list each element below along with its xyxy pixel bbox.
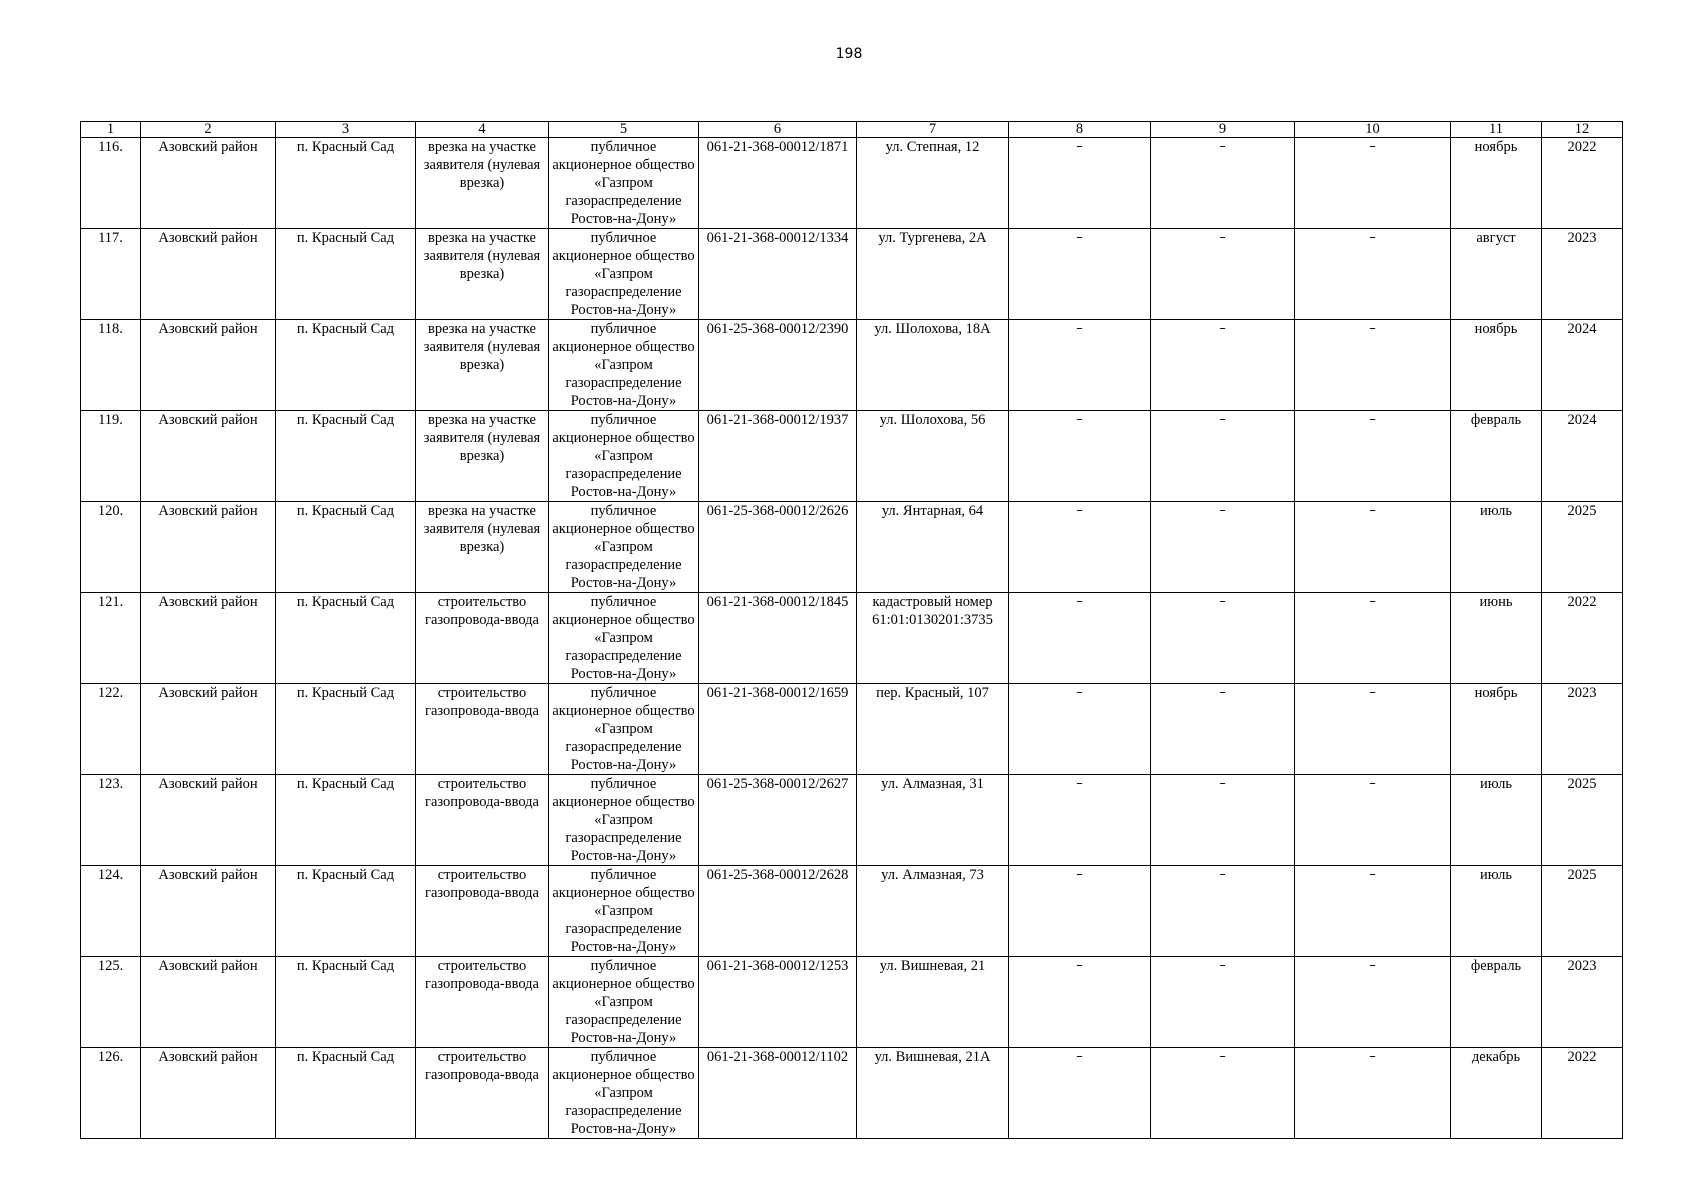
column-9-cell: –: [1151, 502, 1295, 593]
district-cell: Азовский район: [141, 320, 276, 411]
column-9-cell: –: [1151, 684, 1295, 775]
row-number-cell: 123.: [81, 775, 141, 866]
settlement-cell: п. Красный Сад: [276, 775, 416, 866]
application-number-cell: 061-21-368-00012/1871: [699, 138, 857, 229]
district-cell: Азовский район: [141, 1048, 276, 1139]
district-cell: Азовский район: [141, 593, 276, 684]
column-10-cell: –: [1295, 320, 1451, 411]
column-10-cell: –: [1295, 866, 1451, 957]
column-9-cell: –: [1151, 866, 1295, 957]
column-9-cell: –: [1151, 411, 1295, 502]
work-type-cell: строительство газопровода-ввода: [416, 593, 549, 684]
column-header: 1: [81, 122, 141, 138]
table-row: [81, 1048, 1623, 1139]
table-row: [81, 138, 1623, 229]
column-header: 12: [1542, 122, 1623, 138]
table-row: [81, 775, 1623, 866]
settlement-cell: п. Красный Сад: [276, 411, 416, 502]
year-cell: 2022: [1542, 138, 1623, 229]
application-number-cell: 061-21-368-00012/1334: [699, 229, 857, 320]
work-type-cell: врезка на участке заявителя (нулевая врезка): [416, 320, 549, 411]
column-10-cell: –: [1295, 775, 1451, 866]
district-cell: Азовский район: [141, 229, 276, 320]
column-8-cell: –: [1009, 138, 1151, 229]
application-number-cell: 061-25-368-00012/2628: [699, 866, 857, 957]
year-cell: 2022: [1542, 593, 1623, 684]
address-cell: ул. Тургенева, 2А: [857, 229, 1009, 320]
column-header: 6: [699, 122, 857, 138]
column-10-cell: –: [1295, 229, 1451, 320]
address-cell: ул. Алмазная, 31: [857, 775, 1009, 866]
application-number-cell: 061-25-368-00012/2390: [699, 320, 857, 411]
year-cell: 2025: [1542, 502, 1623, 593]
district-cell: Азовский район: [141, 684, 276, 775]
column-8-cell: –: [1009, 684, 1151, 775]
table-row: [81, 229, 1623, 320]
work-type-cell: строительство газопровода-ввода: [416, 775, 549, 866]
address-cell: ул. Вишневая, 21А: [857, 1048, 1009, 1139]
column-9-cell: –: [1151, 320, 1295, 411]
column-8-cell: –: [1009, 502, 1151, 593]
year-cell: 2023: [1542, 229, 1623, 320]
row-number-cell: 124.: [81, 866, 141, 957]
year-cell: 2025: [1542, 775, 1623, 866]
organization-cell: публичное акционерное общество «Газпром газораспределение Ростов-на-Дону»: [549, 684, 699, 775]
address-cell: ул. Шолохова, 56: [857, 411, 1009, 502]
row-number-cell: 117.: [81, 229, 141, 320]
table-row: [81, 320, 1623, 411]
month-cell: август: [1451, 229, 1542, 320]
year-cell: 2022: [1542, 1048, 1623, 1139]
table-row: [81, 684, 1623, 775]
column-10-cell: –: [1295, 684, 1451, 775]
column-8-cell: –: [1009, 957, 1151, 1048]
application-number-cell: 061-21-368-00012/1253: [699, 957, 857, 1048]
column-10-cell: –: [1295, 957, 1451, 1048]
address-cell: кадастровый номер 61:01:0130201:3735: [857, 593, 1009, 684]
month-cell: июль: [1451, 866, 1542, 957]
column-9-cell: –: [1151, 775, 1295, 866]
settlement-cell: п. Красный Сад: [276, 320, 416, 411]
application-number-cell: 061-25-368-00012/2627: [699, 775, 857, 866]
organization-cell: публичное акционерное общество «Газпром газораспределение Ростов-на-Дону»: [549, 138, 699, 229]
organization-cell: публичное акционерное общество «Газпром газораспределение Ростов-на-Дону»: [549, 502, 699, 593]
column-10-cell: –: [1295, 411, 1451, 502]
column-header: 4: [416, 122, 549, 138]
column-10-cell: –: [1295, 1048, 1451, 1139]
column-10-cell: –: [1295, 502, 1451, 593]
settlement-cell: п. Красный Сад: [276, 502, 416, 593]
settlement-cell: п. Красный Сад: [276, 684, 416, 775]
month-cell: ноябрь: [1451, 320, 1542, 411]
application-number-cell: 061-21-368-00012/1845: [699, 593, 857, 684]
column-9-cell: –: [1151, 138, 1295, 229]
column-8-cell: –: [1009, 320, 1151, 411]
work-type-cell: строительство газопровода-ввода: [416, 866, 549, 957]
month-cell: ноябрь: [1451, 138, 1542, 229]
column-header: 8: [1009, 122, 1151, 138]
address-cell: ул. Янтарная, 64: [857, 502, 1009, 593]
district-cell: Азовский район: [141, 138, 276, 229]
work-type-cell: врезка на участке заявителя (нулевая врезка): [416, 229, 549, 320]
column-header: 9: [1151, 122, 1295, 138]
organization-cell: публичное акционерное общество «Газпром газораспределение Ростов-на-Дону»: [549, 957, 699, 1048]
organization-cell: публичное акционерное общество «Газпром газораспределение Ростов-на-Дону»: [549, 320, 699, 411]
work-type-cell: строительство газопровода-ввода: [416, 684, 549, 775]
settlement-cell: п. Красный Сад: [276, 866, 416, 957]
address-cell: пер. Красный, 107: [857, 684, 1009, 775]
column-header: 7: [857, 122, 1009, 138]
work-type-cell: врезка на участке заявителя (нулевая врезка): [416, 411, 549, 502]
work-type-cell: врезка на участке заявителя (нулевая врезка): [416, 502, 549, 593]
address-cell: ул. Вишневая, 21: [857, 957, 1009, 1048]
district-cell: Азовский район: [141, 411, 276, 502]
column-header: 11: [1451, 122, 1542, 138]
year-cell: 2024: [1542, 411, 1623, 502]
column-9-cell: –: [1151, 957, 1295, 1048]
row-number-cell: 116.: [81, 138, 141, 229]
organization-cell: публичное акционерное общество «Газпром газораспределение Ростов-на-Дону»: [549, 866, 699, 957]
month-cell: июль: [1451, 502, 1542, 593]
application-number-cell: 061-25-368-00012/2626: [699, 502, 857, 593]
organization-cell: публичное акционерное общество «Газпром газораспределение Ростов-на-Дону»: [549, 775, 699, 866]
application-number-cell: 061-21-368-00012/1102: [699, 1048, 857, 1139]
page-number: 198: [835, 46, 863, 62]
column-8-cell: –: [1009, 229, 1151, 320]
row-number-cell: 122.: [81, 684, 141, 775]
row-number-cell: 126.: [81, 1048, 141, 1139]
month-cell: ноябрь: [1451, 684, 1542, 775]
column-8-cell: –: [1009, 593, 1151, 684]
row-number-cell: 121.: [81, 593, 141, 684]
district-cell: Азовский район: [141, 957, 276, 1048]
column-8-cell: –: [1009, 775, 1151, 866]
column-8-cell: –: [1009, 1048, 1151, 1139]
district-cell: Азовский район: [141, 502, 276, 593]
table-row: [81, 502, 1623, 593]
organization-cell: публичное акционерное общество «Газпром газораспределение Ростов-на-Дону»: [549, 411, 699, 502]
year-cell: 2023: [1542, 957, 1623, 1048]
district-cell: Азовский район: [141, 866, 276, 957]
month-cell: декабрь: [1451, 1048, 1542, 1139]
column-9-cell: –: [1151, 593, 1295, 684]
settlement-cell: п. Красный Сад: [276, 229, 416, 320]
table-row: [81, 593, 1623, 684]
column-header: 5: [549, 122, 699, 138]
row-number-cell: 120.: [81, 502, 141, 593]
settlement-cell: п. Красный Сад: [276, 957, 416, 1048]
district-cell: Азовский район: [141, 775, 276, 866]
year-cell: 2023: [1542, 684, 1623, 775]
year-cell: 2025: [1542, 866, 1623, 957]
work-type-cell: строительство газопровода-ввода: [416, 957, 549, 1048]
organization-cell: публичное акционерное общество «Газпром газораспределение Ростов-на-Дону»: [549, 1048, 699, 1139]
month-cell: июль: [1451, 775, 1542, 866]
table-row: [81, 957, 1623, 1048]
column-header: 2: [141, 122, 276, 138]
address-cell: ул. Степная, 12: [857, 138, 1009, 229]
settlement-cell: п. Красный Сад: [276, 1048, 416, 1139]
column-header: 3: [276, 122, 416, 138]
column-10-cell: –: [1295, 138, 1451, 229]
row-number-cell: 119.: [81, 411, 141, 502]
address-cell: ул. Шолохова, 18А: [857, 320, 1009, 411]
column-header: 10: [1295, 122, 1451, 138]
address-cell: ул. Алмазная, 73: [857, 866, 1009, 957]
year-cell: 2024: [1542, 320, 1623, 411]
column-10-cell: –: [1295, 593, 1451, 684]
table-row: [81, 866, 1623, 957]
table-row: [81, 411, 1623, 502]
work-type-cell: строительство газопровода-ввода: [416, 1048, 549, 1139]
column-8-cell: –: [1009, 411, 1151, 502]
settlement-cell: п. Красный Сад: [276, 593, 416, 684]
month-cell: февраль: [1451, 411, 1542, 502]
application-number-cell: 061-21-368-00012/1937: [699, 411, 857, 502]
settlement-cell: п. Красный Сад: [276, 138, 416, 229]
work-type-cell: врезка на участке заявителя (нулевая врезка): [416, 138, 549, 229]
organization-cell: публичное акционерное общество «Газпром газораспределение Ростов-на-Дону»: [549, 229, 699, 320]
application-number-cell: 061-21-368-00012/1659: [699, 684, 857, 775]
month-cell: июнь: [1451, 593, 1542, 684]
row-number-cell: 118.: [81, 320, 141, 411]
organization-cell: публичное акционерное общество «Газпром газораспределение Ростов-на-Дону»: [549, 593, 699, 684]
column-9-cell: –: [1151, 229, 1295, 320]
column-number-row: [81, 122, 1623, 138]
gas-connection-table: [80, 121, 1623, 1139]
row-number-cell: 125.: [81, 957, 141, 1048]
column-8-cell: –: [1009, 866, 1151, 957]
column-9-cell: –: [1151, 1048, 1295, 1139]
month-cell: февраль: [1451, 957, 1542, 1048]
